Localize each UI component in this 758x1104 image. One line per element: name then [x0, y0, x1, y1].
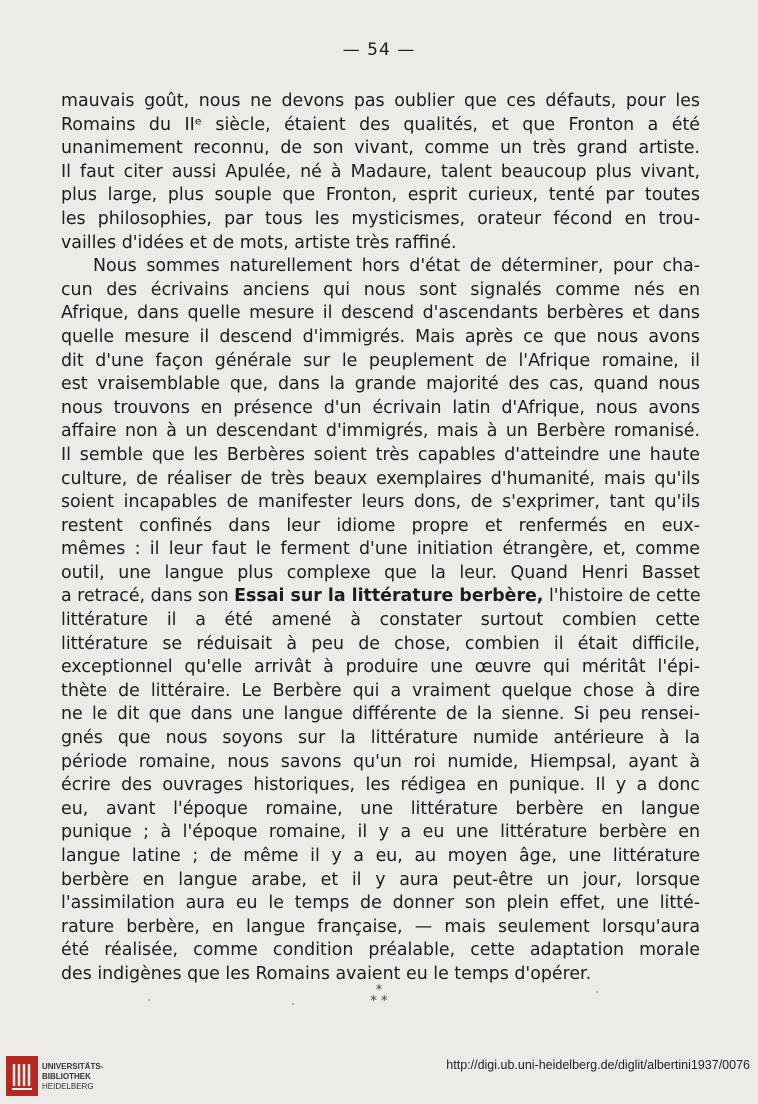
text-line: quelle mesure il descend d'immigrés. Mais après ce que nous avons — [61, 326, 700, 347]
text-line: Romains du IIᵉ siècle, étaient des qualités, et que Fronton a été — [61, 114, 700, 135]
asterism-top: * — [375, 983, 383, 998]
book-title: Essai sur la littérature berbère, — [234, 586, 544, 607]
text-line: littérature il a été amené à constater surtout combien cette — [61, 610, 700, 631]
text-line: vailles d'idées et de mots, artiste très raffiné. — [61, 232, 457, 253]
paper-speck — [292, 1003, 294, 1005]
paper-speck — [148, 999, 150, 1001]
paper-speck — [596, 991, 598, 993]
paragraph-start-line: Nous sommes naturellement hors d'état de déterminer, pour cha- — [93, 256, 700, 277]
page-number: — 54 — — [342, 40, 416, 60]
text-line: été réalisée, comme condition préalable, cette adaptation morale — [61, 940, 700, 961]
library-logo-text — [42, 1062, 103, 1092]
text-line: outil, une langue plus complexe que la leur. Quand Henri Basset — [61, 562, 700, 583]
text-line: Il semble que les Berbères soient très capables d'atteindre une haute — [61, 444, 700, 465]
text-line: mêmes : il leur faut le ferment d'une initiation étrangère, et, comme — [61, 539, 700, 560]
text-line: eu, avant l'époque romaine, une littérature berbère en langue — [61, 798, 700, 819]
text-line: thète de littéraire. Le Berbère qui a vraiment quelque chose à dire — [61, 680, 700, 701]
text-line: cun des écrivains anciens qui nous sont signalés comme nés en — [61, 279, 700, 300]
source-url-link[interactable]: http://digi.ub.uni-heidelberg.de/diglit/albertini1937/0076 — [446, 1058, 750, 1072]
text-line: plus large, plus souple que Fronton, esprit curieux, tenté par toutes — [61, 185, 700, 206]
text-line: restent confinés dans leur idiome propre et renfermés en eux- — [61, 515, 700, 536]
text-line: littérature se réduisait à peu de chose, combien il était difficile, — [61, 633, 700, 654]
text-line: unanimement reconnu, de son vivant, comme un très grand artiste. — [61, 138, 700, 159]
text-line: Afrique, dans quelle mesure il descend d'ascendants berbères et dans — [61, 303, 700, 324]
logo-line-2: BIBLIOTHEK — [42, 1072, 91, 1081]
text-line: gnés que nous soyons sur la littérature numide antérieure à la — [61, 728, 700, 749]
text-line: des indigènes que les Romains avaient eu le temps d'opérer. — [61, 963, 592, 984]
text-line: ne le dit que dans une langue différente de la sienne. Si peu rensei- — [61, 704, 700, 725]
text-line: rature berbère, en langue française, — mais seulement lorsqu'aura — [61, 916, 700, 937]
asterism-ornament — [0, 985, 758, 1007]
asterism-bottom: * * — [370, 994, 388, 1009]
text-before-title: a retracé, dans son — [61, 586, 235, 607]
text-line: est vraisemblable que, dans la grande majorité des cas, quand nous — [61, 374, 700, 395]
text-line: punique ; à l'époque romaine, il y a eu une littérature berbère en — [61, 822, 700, 843]
text-line: l'assimilation aura eu le temps de donner son plein effet, une litté- — [61, 893, 700, 914]
text-line: les philosophies, par tous les mysticismes, orateur fécond en trou- — [61, 208, 700, 229]
logo-line-1: UNIVERSITÄTS- — [42, 1062, 104, 1071]
logo-line-3: HEIDELBERG — [42, 1082, 94, 1091]
text-line: mauvais goût, nous ne devons pas oublier que ces défauts, pour les — [61, 91, 700, 111]
text-line: Il faut citer aussi Apulée, né à Madaure, talent beaucoup plus vivant, — [61, 161, 700, 182]
library-logo-icon — [6, 1056, 38, 1096]
text-line: nous trouvons en présence d'un écrivain latin d'Afrique, nous avons — [61, 397, 700, 418]
text-line: période romaine, nous savons qu'un roi numide, Hiempsal, ayant à — [61, 751, 700, 772]
text-line: soient incapables de manifester leurs dons, de s'exprimer, tant qu'ils — [61, 492, 700, 513]
text-line: langue latine ; de même il y a eu, au moyen âge, une littérature — [61, 846, 700, 866]
text-line: culture, de réaliser de très beaux exemplaires d'humanité, mais qu'ils — [61, 468, 700, 489]
body-text — [61, 90, 700, 987]
text-after-title: l'histoire de cette — [543, 586, 701, 607]
text-line: écrire des ouvrages historiques, les rédigea en punique. Il y a donc — [61, 775, 700, 796]
text-line-with-title — [61, 585, 700, 609]
text-line: berbère en langue arabe, et il y aura peut-être un jour, lorsque — [61, 869, 700, 890]
text-line: exceptionnel qu'elle arrivât à produire une œuvre qui méritât l'épi- — [61, 657, 700, 678]
text-line: dit d'une façon générale sur le peuplement de l'Afrique romaine, il — [61, 350, 700, 371]
text-line: affaire non à un descendant d'immigrés, mais à un Berbère romanisé. — [61, 421, 700, 442]
